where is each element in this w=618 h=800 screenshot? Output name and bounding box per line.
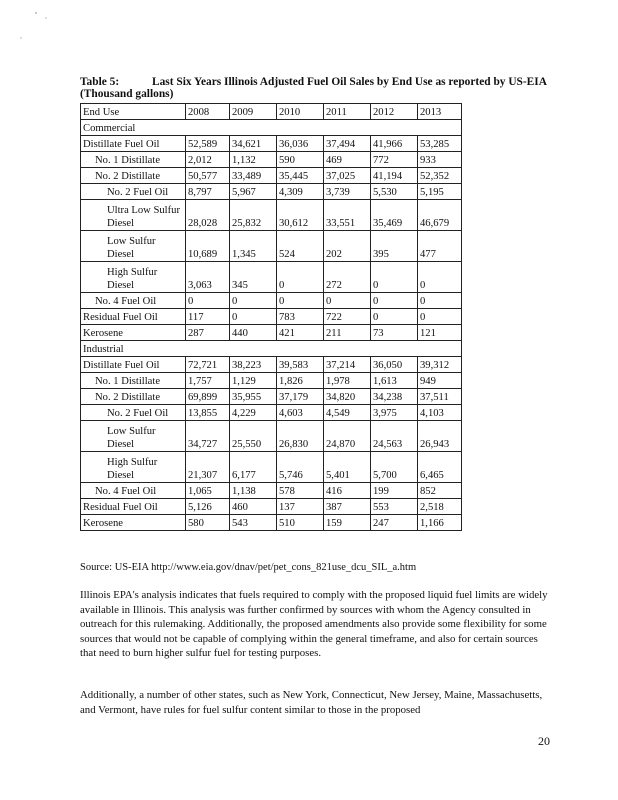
value-cell: 26,830 <box>277 421 324 452</box>
row-label: No. 4 Fuel Oil <box>81 293 186 309</box>
value-cell: 8,797 <box>186 184 230 200</box>
value-cell: 3,063 <box>186 262 230 293</box>
value-cell: 287 <box>186 325 230 341</box>
table-row <box>81 389 462 405</box>
value-cell: 30,612 <box>277 200 324 231</box>
value-cell: 772 <box>371 152 418 168</box>
scan-specks <box>0 0 618 120</box>
header-cell: 2009 <box>230 104 277 120</box>
table-row <box>81 515 462 531</box>
value-cell: 34,238 <box>371 389 418 405</box>
value-cell: 553 <box>371 499 418 515</box>
value-cell: 21,307 <box>186 452 230 483</box>
value-cell: 34,727 <box>186 421 230 452</box>
value-cell: 0 <box>186 293 230 309</box>
body-paragraph: Illinois EPA's analysis indicates that fuels required to comply with the proposed liquid fuel limits are widely available in Illinois. This analysis was further confirmed by sources with whom the Agency consulted in outreach for this rulemaking. Additionally, the proposed amendments also provide some flexibility for some sources that would not be capable of complying within the general timeframe, and also for certain sources that need to burn higher sulfur fuel for testing purposes. <box>80 589 548 660</box>
value-cell: 4,549 <box>324 405 371 421</box>
table-row <box>81 293 462 309</box>
row-label: Low Sulfur Diesel <box>81 421 186 452</box>
table-row <box>81 421 462 452</box>
value-cell: 0 <box>230 309 277 325</box>
value-cell: 159 <box>324 515 371 531</box>
value-cell: 524 <box>277 231 324 262</box>
value-cell: 0 <box>418 293 462 309</box>
row-label: No. 2 Distillate <box>81 168 186 184</box>
table-row <box>81 168 462 184</box>
value-cell: 2,518 <box>418 499 462 515</box>
value-cell: 1,132 <box>230 152 277 168</box>
value-cell: 26,943 <box>418 421 462 452</box>
value-cell: 421 <box>277 325 324 341</box>
row-label: Kerosene <box>81 515 186 531</box>
header-cell: 2010 <box>277 104 324 120</box>
value-cell: 5,530 <box>371 184 418 200</box>
table-row <box>81 452 462 483</box>
value-cell: 5,700 <box>371 452 418 483</box>
value-cell: 5,401 <box>324 452 371 483</box>
value-cell: 24,563 <box>371 421 418 452</box>
table-row <box>81 325 462 341</box>
value-cell: 6,177 <box>230 452 277 483</box>
table-source: Source: US-EIA http://www.eia.gov/dnav/pet/pet_cons_821use_dcu_SIL_a.htm <box>80 562 417 573</box>
value-cell: 52,352 <box>418 168 462 184</box>
value-cell: 117 <box>186 309 230 325</box>
value-cell: 69,899 <box>186 389 230 405</box>
body-paragraph: Additionally, a number of other states, such as New York, Connecticut, New Jersey, Maine, Massachusetts, and Vermont, have rules for fuel sulfur content similar to those in the proposed <box>80 689 543 716</box>
value-cell: 247 <box>371 515 418 531</box>
row-label: Ultra Low Sulfur Diesel <box>81 200 186 231</box>
value-cell: 34,621 <box>230 136 277 152</box>
value-cell: 1,978 <box>324 373 371 389</box>
table-body <box>81 120 462 531</box>
row-label: No. 4 Fuel Oil <box>81 483 186 499</box>
row-label: No. 2 Fuel Oil <box>81 405 186 421</box>
value-cell: 578 <box>277 483 324 499</box>
value-cell: 39,583 <box>277 357 324 373</box>
value-cell: 72,721 <box>186 357 230 373</box>
table-number: Table 5: <box>80 76 120 88</box>
value-cell: 5,967 <box>230 184 277 200</box>
header-cell: End Use <box>81 104 186 120</box>
value-cell: 25,550 <box>230 421 277 452</box>
value-cell: 387 <box>324 499 371 515</box>
value-cell: 37,025 <box>324 168 371 184</box>
value-cell: 0 <box>371 262 418 293</box>
table-row <box>81 405 462 421</box>
header-cell: 2013 <box>418 104 462 120</box>
value-cell: 1,129 <box>230 373 277 389</box>
table-section-row <box>81 341 462 357</box>
value-cell: 469 <box>324 152 371 168</box>
table-header-row <box>81 104 462 120</box>
row-label: Distillate Fuel Oil <box>81 357 186 373</box>
table-row <box>81 373 462 389</box>
value-cell: 5,126 <box>186 499 230 515</box>
value-cell: 3,739 <box>324 184 371 200</box>
table-row <box>81 357 462 373</box>
row-label: No. 2 Fuel Oil <box>81 184 186 200</box>
value-cell: 24,870 <box>324 421 371 452</box>
value-cell: 33,489 <box>230 168 277 184</box>
table-row <box>81 152 462 168</box>
value-cell: 39,312 <box>418 357 462 373</box>
value-cell: 37,511 <box>418 389 462 405</box>
table-row <box>81 184 462 200</box>
value-cell: 41,194 <box>371 168 418 184</box>
value-cell: 4,603 <box>277 405 324 421</box>
value-cell: 460 <box>230 499 277 515</box>
value-cell: 949 <box>418 373 462 389</box>
row-label: No. 1 Distillate <box>81 152 186 168</box>
value-cell: 0 <box>277 262 324 293</box>
row-label: Commercial <box>81 120 186 136</box>
value-cell: 416 <box>324 483 371 499</box>
value-cell: 202 <box>324 231 371 262</box>
value-cell: 35,955 <box>230 389 277 405</box>
value-cell: 36,036 <box>277 136 324 152</box>
value-cell: 1,757 <box>186 373 230 389</box>
value-cell: 783 <box>277 309 324 325</box>
value-cell: 199 <box>371 483 418 499</box>
value-cell: 1,138 <box>230 483 277 499</box>
row-label: Low Sulfur Diesel <box>81 231 186 262</box>
value-cell: 37,179 <box>277 389 324 405</box>
value-cell: 137 <box>277 499 324 515</box>
value-cell: 3,975 <box>371 405 418 421</box>
value-cell: 13,855 <box>186 405 230 421</box>
value-cell: 0 <box>324 293 371 309</box>
value-cell: 41,966 <box>371 136 418 152</box>
value-cell: 6,465 <box>418 452 462 483</box>
value-cell: 37,494 <box>324 136 371 152</box>
row-label: Residual Fuel Oil <box>81 499 186 515</box>
value-cell: 211 <box>324 325 371 341</box>
value-cell: 933 <box>418 152 462 168</box>
row-label: No. 1 Distillate <box>81 373 186 389</box>
value-cell: 0 <box>418 262 462 293</box>
value-cell: 52,589 <box>186 136 230 152</box>
value-cell: 1,166 <box>418 515 462 531</box>
table-section-row <box>81 120 462 136</box>
table-row <box>81 309 462 325</box>
section-spacer <box>186 341 462 357</box>
table-row <box>81 499 462 515</box>
value-cell: 852 <box>418 483 462 499</box>
row-label: Residual Fuel Oil <box>81 309 186 325</box>
value-cell: 5,195 <box>418 184 462 200</box>
value-cell: 5,746 <box>277 452 324 483</box>
value-cell: 590 <box>277 152 324 168</box>
value-cell: 1,613 <box>371 373 418 389</box>
value-cell: 53,285 <box>418 136 462 152</box>
row-label: Kerosene <box>81 325 186 341</box>
value-cell: 35,445 <box>277 168 324 184</box>
value-cell: 1,826 <box>277 373 324 389</box>
value-cell: 37,214 <box>324 357 371 373</box>
table-row <box>81 136 462 152</box>
value-cell: 477 <box>418 231 462 262</box>
row-label: No. 2 Distillate <box>81 389 186 405</box>
value-cell: 35,469 <box>371 200 418 231</box>
row-label: High Sulfur Diesel <box>81 262 186 293</box>
value-cell: 0 <box>371 309 418 325</box>
value-cell: 543 <box>230 515 277 531</box>
table-caption <box>80 76 550 100</box>
value-cell: 0 <box>277 293 324 309</box>
value-cell: 0 <box>371 293 418 309</box>
table-row <box>81 483 462 499</box>
value-cell: 73 <box>371 325 418 341</box>
value-cell: 1,065 <box>186 483 230 499</box>
section-spacer <box>186 120 462 136</box>
value-cell: 4,229 <box>230 405 277 421</box>
value-cell: 722 <box>324 309 371 325</box>
value-cell: 1,345 <box>230 231 277 262</box>
value-cell: 580 <box>186 515 230 531</box>
value-cell: 345 <box>230 262 277 293</box>
table-row <box>81 200 462 231</box>
page-number: 20 <box>538 734 550 748</box>
value-cell: 10,689 <box>186 231 230 262</box>
table-row <box>81 231 462 262</box>
table-title: Last Six Years Illinois Adjusted Fuel Oil Sales by End Use as reported by US-EIA (Thousand gallons) <box>80 76 547 100</box>
value-cell: 0 <box>230 293 277 309</box>
value-cell: 34,820 <box>324 389 371 405</box>
value-cell: 25,832 <box>230 200 277 231</box>
value-cell: 272 <box>324 262 371 293</box>
table-row <box>81 262 462 293</box>
value-cell: 0 <box>418 309 462 325</box>
value-cell: 2,012 <box>186 152 230 168</box>
header-cell: 2008 <box>186 104 230 120</box>
value-cell: 121 <box>418 325 462 341</box>
value-cell: 36,050 <box>371 357 418 373</box>
value-cell: 510 <box>277 515 324 531</box>
value-cell: 440 <box>230 325 277 341</box>
value-cell: 33,551 <box>324 200 371 231</box>
value-cell: 4,309 <box>277 184 324 200</box>
row-label: High Sulfur Diesel <box>81 452 186 483</box>
value-cell: 28,028 <box>186 200 230 231</box>
header-cell: 2011 <box>324 104 371 120</box>
row-label: Distillate Fuel Oil <box>81 136 186 152</box>
value-cell: 46,679 <box>418 200 462 231</box>
value-cell: 395 <box>371 231 418 262</box>
header-cell: 2012 <box>371 104 418 120</box>
value-cell: 38,223 <box>230 357 277 373</box>
row-label: Industrial <box>81 341 186 357</box>
value-cell: 4,103 <box>418 405 462 421</box>
value-cell: 50,577 <box>186 168 230 184</box>
fuel-oil-sales-table <box>80 103 462 531</box>
